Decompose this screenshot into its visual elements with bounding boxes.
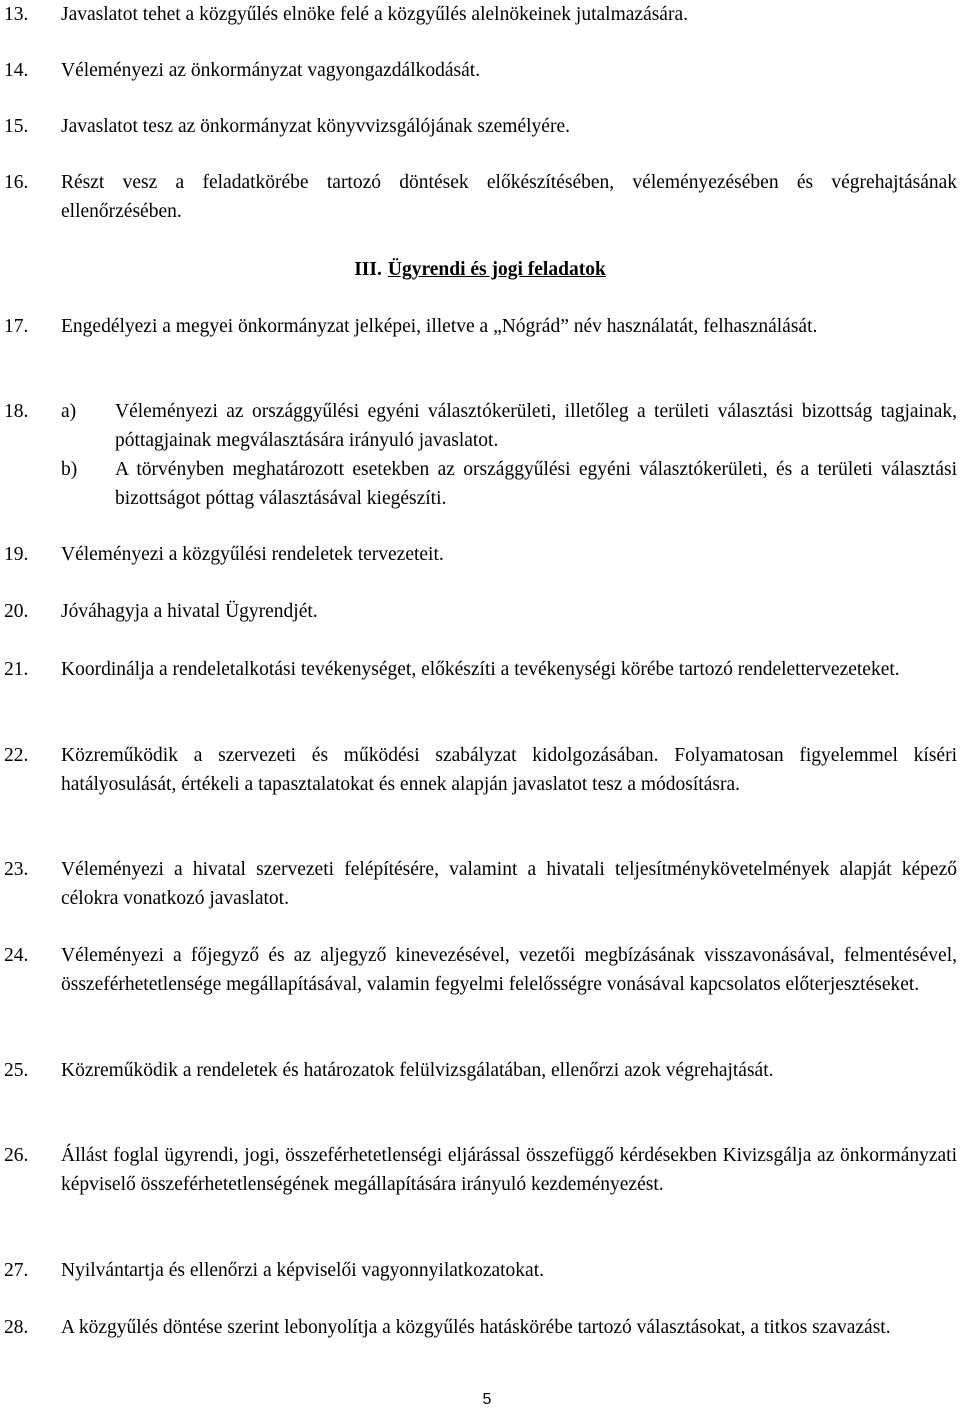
- item-text: Véleményezi a közgyűlési rendeletek tervezeteit.: [61, 544, 444, 565]
- item-number: 27.: [4, 1260, 29, 1281]
- item-number: 21.: [4, 659, 29, 680]
- item-number: 17.: [4, 316, 29, 337]
- item-number: 22.: [4, 745, 29, 766]
- sub-item-text: Véleményezi az országgyűlési egyéni választókerületi, illetőleg a területi választási bizottság tagjainak, póttagjainak megválasztására irányuló javaslatot.: [115, 401, 957, 451]
- item-number: 18.: [4, 401, 29, 422]
- page-number: 5: [482, 1391, 492, 1408]
- item-number: 19.: [4, 544, 29, 565]
- item-number: 24.: [4, 945, 29, 966]
- item-number: 25.: [4, 1060, 29, 1081]
- item-number: 23.: [4, 859, 29, 880]
- item-number: 26.: [4, 1145, 29, 1166]
- item-text: Véleményezi a főjegyző és az aljegyző kinevezésével, vezetői megbízásának visszavonásával, felmentésével, összeférhetetlensége megállapításával, valamin fegyelmi felelősségre vonásával kapcsolatos előterjesztéseket.: [61, 945, 957, 995]
- item-text: Véleményezi az önkormányzat vagyongazdálkodását.: [61, 60, 481, 81]
- item-text: Javaslatot tesz az önkormányzat könyvvizsgálójának személyére.: [61, 116, 570, 137]
- item-number: 15.: [4, 116, 29, 137]
- item-number: 13.: [4, 4, 29, 25]
- section-roman-numeral: III.: [354, 259, 382, 280]
- sub-item-text: A törvényben meghatározott esetekben az országgyűlési egyéni választókerületi, és a területi választási bizottságot póttag választásával kiegészíti.: [115, 459, 957, 509]
- item-text: Engedélyezi a megyei önkormányzat jelképei, illetve a „Nógrád” név használatát, felhasználását.: [61, 316, 818, 337]
- section-title: Ügyrendi és jogi feladatok: [387, 259, 606, 280]
- item-number: 20.: [4, 601, 29, 622]
- item-number: 14.: [4, 60, 29, 81]
- item-number: 28.: [4, 1317, 29, 1338]
- item-text: Részt vesz a feladatkörébe tartozó döntések előkészítésében, véleményezésében és végrehajtásának ellenőrzésében.: [61, 172, 957, 222]
- sub-item-label: a): [61, 401, 77, 422]
- item-text: Állást foglal ügyrendi, jogi, összeférhetetlenségi eljárással összefüggő kérdésekben Kivizsgálja az önkormányzati képviselő összeférhetetlenségének megállapítására irányuló kezdeményezést.: [61, 1145, 957, 1195]
- item-text: Véleményezi a hivatal szervezeti felépítésére, valamint a hivatali teljesítménykövetelmények alapját képező célokra vonatkozó javaslatot.: [61, 859, 957, 909]
- item-text: Jóváhagyja a hivatal Ügyrendjét.: [61, 601, 318, 622]
- item-text: Közreműködik a szervezeti és működési szabályzat kidolgozásában. Folyamatosan figyelemmel kíséri hatályosulását, értékeli a tapasztalatokat és ennek alapján javaslatot tesz a módosításra.: [61, 745, 957, 795]
- section-heading: [0, 255, 960, 284]
- item-text: Koordinálja a rendeletalkotási tevékenységet, előkészíti a tevékenységi körébe tartozó rendelettervezeteket.: [61, 659, 900, 680]
- item-text: Közreműködik a rendeletek és határozatok felülvizsgálatában, ellenőrzi azok végrehajtását.: [61, 1060, 774, 1081]
- item-text: Nyilvántartja és ellenőrzi a képviselői vagyonnyilatkozatokat.: [61, 1260, 545, 1281]
- item-text: Javaslatot tehet a közgyűlés elnöke felé a közgyűlés alelnökeinek jutalmazására.: [61, 4, 688, 25]
- sub-item-label: b): [61, 459, 78, 480]
- item-text: A közgyűlés döntése szerint lebonyolítja a közgyűlés hatáskörébe tartozó választásokat, a titkos szavazást.: [61, 1317, 891, 1338]
- item-number: 16.: [4, 172, 29, 193]
